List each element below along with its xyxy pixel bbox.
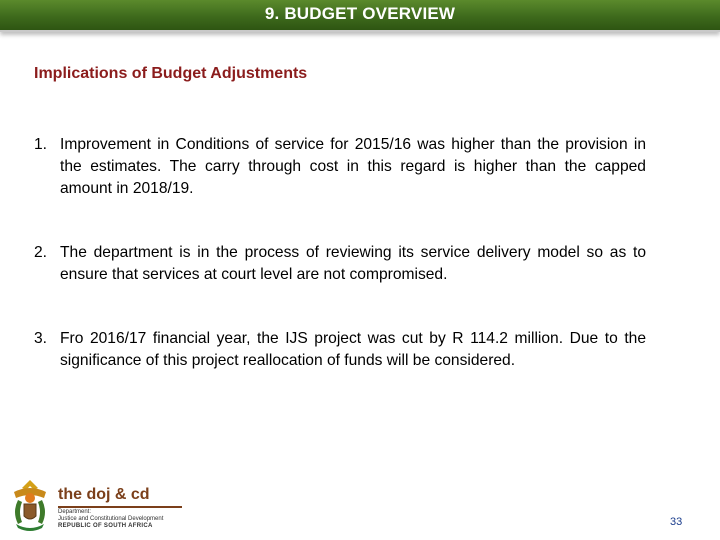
slide-title: 9. BUDGET OVERVIEW [264,4,456,23]
list-item-number: 3. [34,330,48,347]
logo-line-1: Department: [58,509,92,515]
logo-divider [58,506,182,508]
list-item [34,242,646,286]
section-subtitle: Implications of Budget Adjustments [34,65,308,82]
logo-line-3: REPUBLIC OF SOUTH AFRICA [58,523,153,529]
list-item-text: Fro 2016/17 financial year, the IJS project was cut by R 114.2 million. Due to the significance of this project reallocation of funds will be considered. [60,330,646,369]
logo-brand: the doj & cd [58,486,150,503]
header-bar [0,0,720,32]
list-item-text: The department is in the process of reviewing its service delivery model so as to ensure that services at court level are not compromised. [60,244,646,283]
numbered-list [34,134,646,372]
coat-of-arms-icon [8,478,52,532]
department-logo [6,476,196,536]
list-item-text: Improvement in Conditions of service for 2015/16 was higher than the provision in the estimates. The carry through cost in this regard is higher than the capped amount in 2018/19. [60,136,646,197]
logo-department-text [58,509,163,530]
logo-line-2: Justice and Constitutional Development [58,516,164,522]
list-item [34,328,646,372]
page-number: 33 [670,516,683,528]
list-item [34,134,646,200]
list-item-number: 2. [34,244,48,261]
list-item-number: 1. [34,136,48,153]
